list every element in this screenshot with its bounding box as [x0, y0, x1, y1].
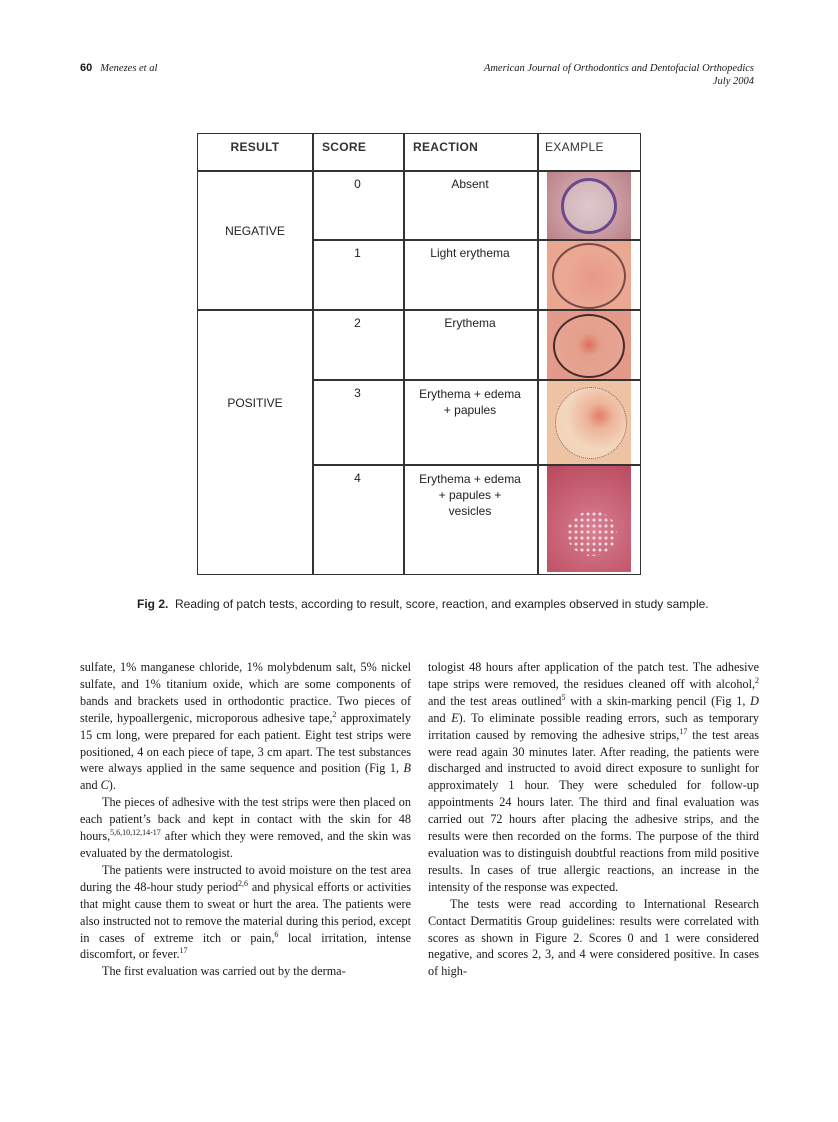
figure-caption: [137, 597, 727, 612]
patch-test-figure-table: [197, 133, 641, 575]
result-positive: POSITIVE: [227, 396, 283, 410]
reaction-line: Erythema + edema: [419, 472, 521, 486]
column-divider: [537, 134, 539, 574]
score-3: 3: [354, 386, 361, 400]
paragraph: The first evaluation was carried out by the derma-: [102, 964, 346, 979]
reaction-line: + papules +: [438, 488, 502, 502]
reaction-line: Erythema + edema: [419, 387, 521, 401]
body-column-left: [80, 659, 411, 980]
outline-ring: [561, 178, 617, 234]
column-divider: [312, 134, 314, 574]
reaction-line: vesicles: [448, 504, 492, 518]
reaction-light-erythema: Light erythema: [430, 246, 510, 260]
outline-ring: [553, 314, 625, 378]
erythema-photo: [547, 311, 631, 379]
result-negative: NEGATIVE: [225, 224, 285, 238]
light-erythema-photo: [547, 241, 631, 309]
authors: Menezes et al: [100, 63, 158, 74]
reaction-erythema-edema-papules: [403, 386, 537, 418]
erythema-edema-papules-vesicles-photo: [547, 466, 631, 572]
outline-ring: [552, 243, 626, 309]
reaction-line: + papules: [443, 403, 497, 417]
vesicles-cluster: [567, 511, 617, 556]
header-example: EXAMPLE: [545, 140, 604, 154]
page-number: 60: [80, 62, 93, 74]
running-head: [80, 62, 754, 87]
score-2: 2: [354, 316, 361, 330]
paragraph: The tests were read according to International Research Contact Dermatitis Group guidelines: results were correlated with scores as shown in Figure 2. Scores 0 and 1 were considered negative, and scores 2, 3, and 4 were considered positive. In cases of high-: [428, 896, 759, 979]
reaction-erythema-edema-papules-vesicles: [403, 471, 537, 519]
header-reaction: REACTION: [413, 140, 479, 154]
journal-title: American Journal of Orthodontics and Dentofacial Orthopedics: [483, 63, 754, 74]
header-result: RESULT: [230, 140, 280, 154]
caption-text: Reading of patch tests, according to result, score, reaction, and examples observed in study sample.: [175, 597, 709, 611]
absent-reaction-photo: [547, 172, 631, 239]
outline-ring: [555, 387, 627, 459]
reaction-erythema: Erythema: [444, 316, 496, 330]
reaction-absent: Absent: [451, 177, 489, 191]
erythema-edema-papules-photo: [547, 381, 631, 464]
body-column-right: [428, 659, 759, 980]
paragraph: The pieces of adhesive with the test strips were then placed on each patient’s back and kept in contact with the skin for 48 hours,$^{5,6,10,12,14-17}$ after which they were removed, and the skin was evaluated by the dermatologist.: [80, 795, 411, 860]
issue-date: July 2004: [712, 76, 754, 87]
journal-info: [484, 62, 754, 88]
score-0: 0: [354, 177, 361, 191]
paragraph: The patients were instructed to avoid moisture on the test area during the 48-hour study period$^{2,6}$ and physical efforts or activities that might cause them to sweat or hurt the area. The patients were also instructed not to remove the material during this period, except in cases of extreme itch or pain,$^6$ local irritation, intense discomfort, or fever.$^{17}$: [80, 862, 411, 962]
paragraph: tologist 48 hours after application of the patch test. The adhesive tape strips were removed, the residues cleaned off with alcohol,$^2$ and the test areas outlined$^5$ with a skin-marking pencil (Fig 1, D and E). To eliminate possible reading errors, such as temporary irritation caused by removing the adhesive strips,$^{17}$ the test areas were read again 30 minutes later. After reading, the patients were discharged and instructed to avoid direct exposure to sunlight for approximately 1 hour. They were scheduled for follow-up appointments 24 hours later. The third and final evaluation was carried out 72 hours after placing the adhesive strips, and the results were then recorded on the forms. The purpose of the third evaluation was to distinguish doubtful reactions from mild positive results. In cases of true allergic reactions, an increase in the intensity of the response was expected.: [428, 660, 760, 894]
score-4: 4: [354, 471, 361, 485]
paragraph: sulfate, 1% manganese chloride, 1% molybdenum salt, 5% nickel sulfate, and 1% titanium oxide, which are some components of bands and brackets used in orthodontic practice. Two pieces of sterile, hypoallergenic, microporous adhesive tape,$^2$ approximately 15 cm long, were prepared for each patient. Eight test strips were positioned, 4 on each piece of tape, 3 cm apart. The test substances were always applied in the same sequence and position (Fig 1, B and C).: [80, 660, 411, 793]
caption-label: Fig 2.: [137, 597, 169, 611]
score-1: 1: [354, 246, 361, 260]
header-score: SCORE: [322, 140, 367, 154]
